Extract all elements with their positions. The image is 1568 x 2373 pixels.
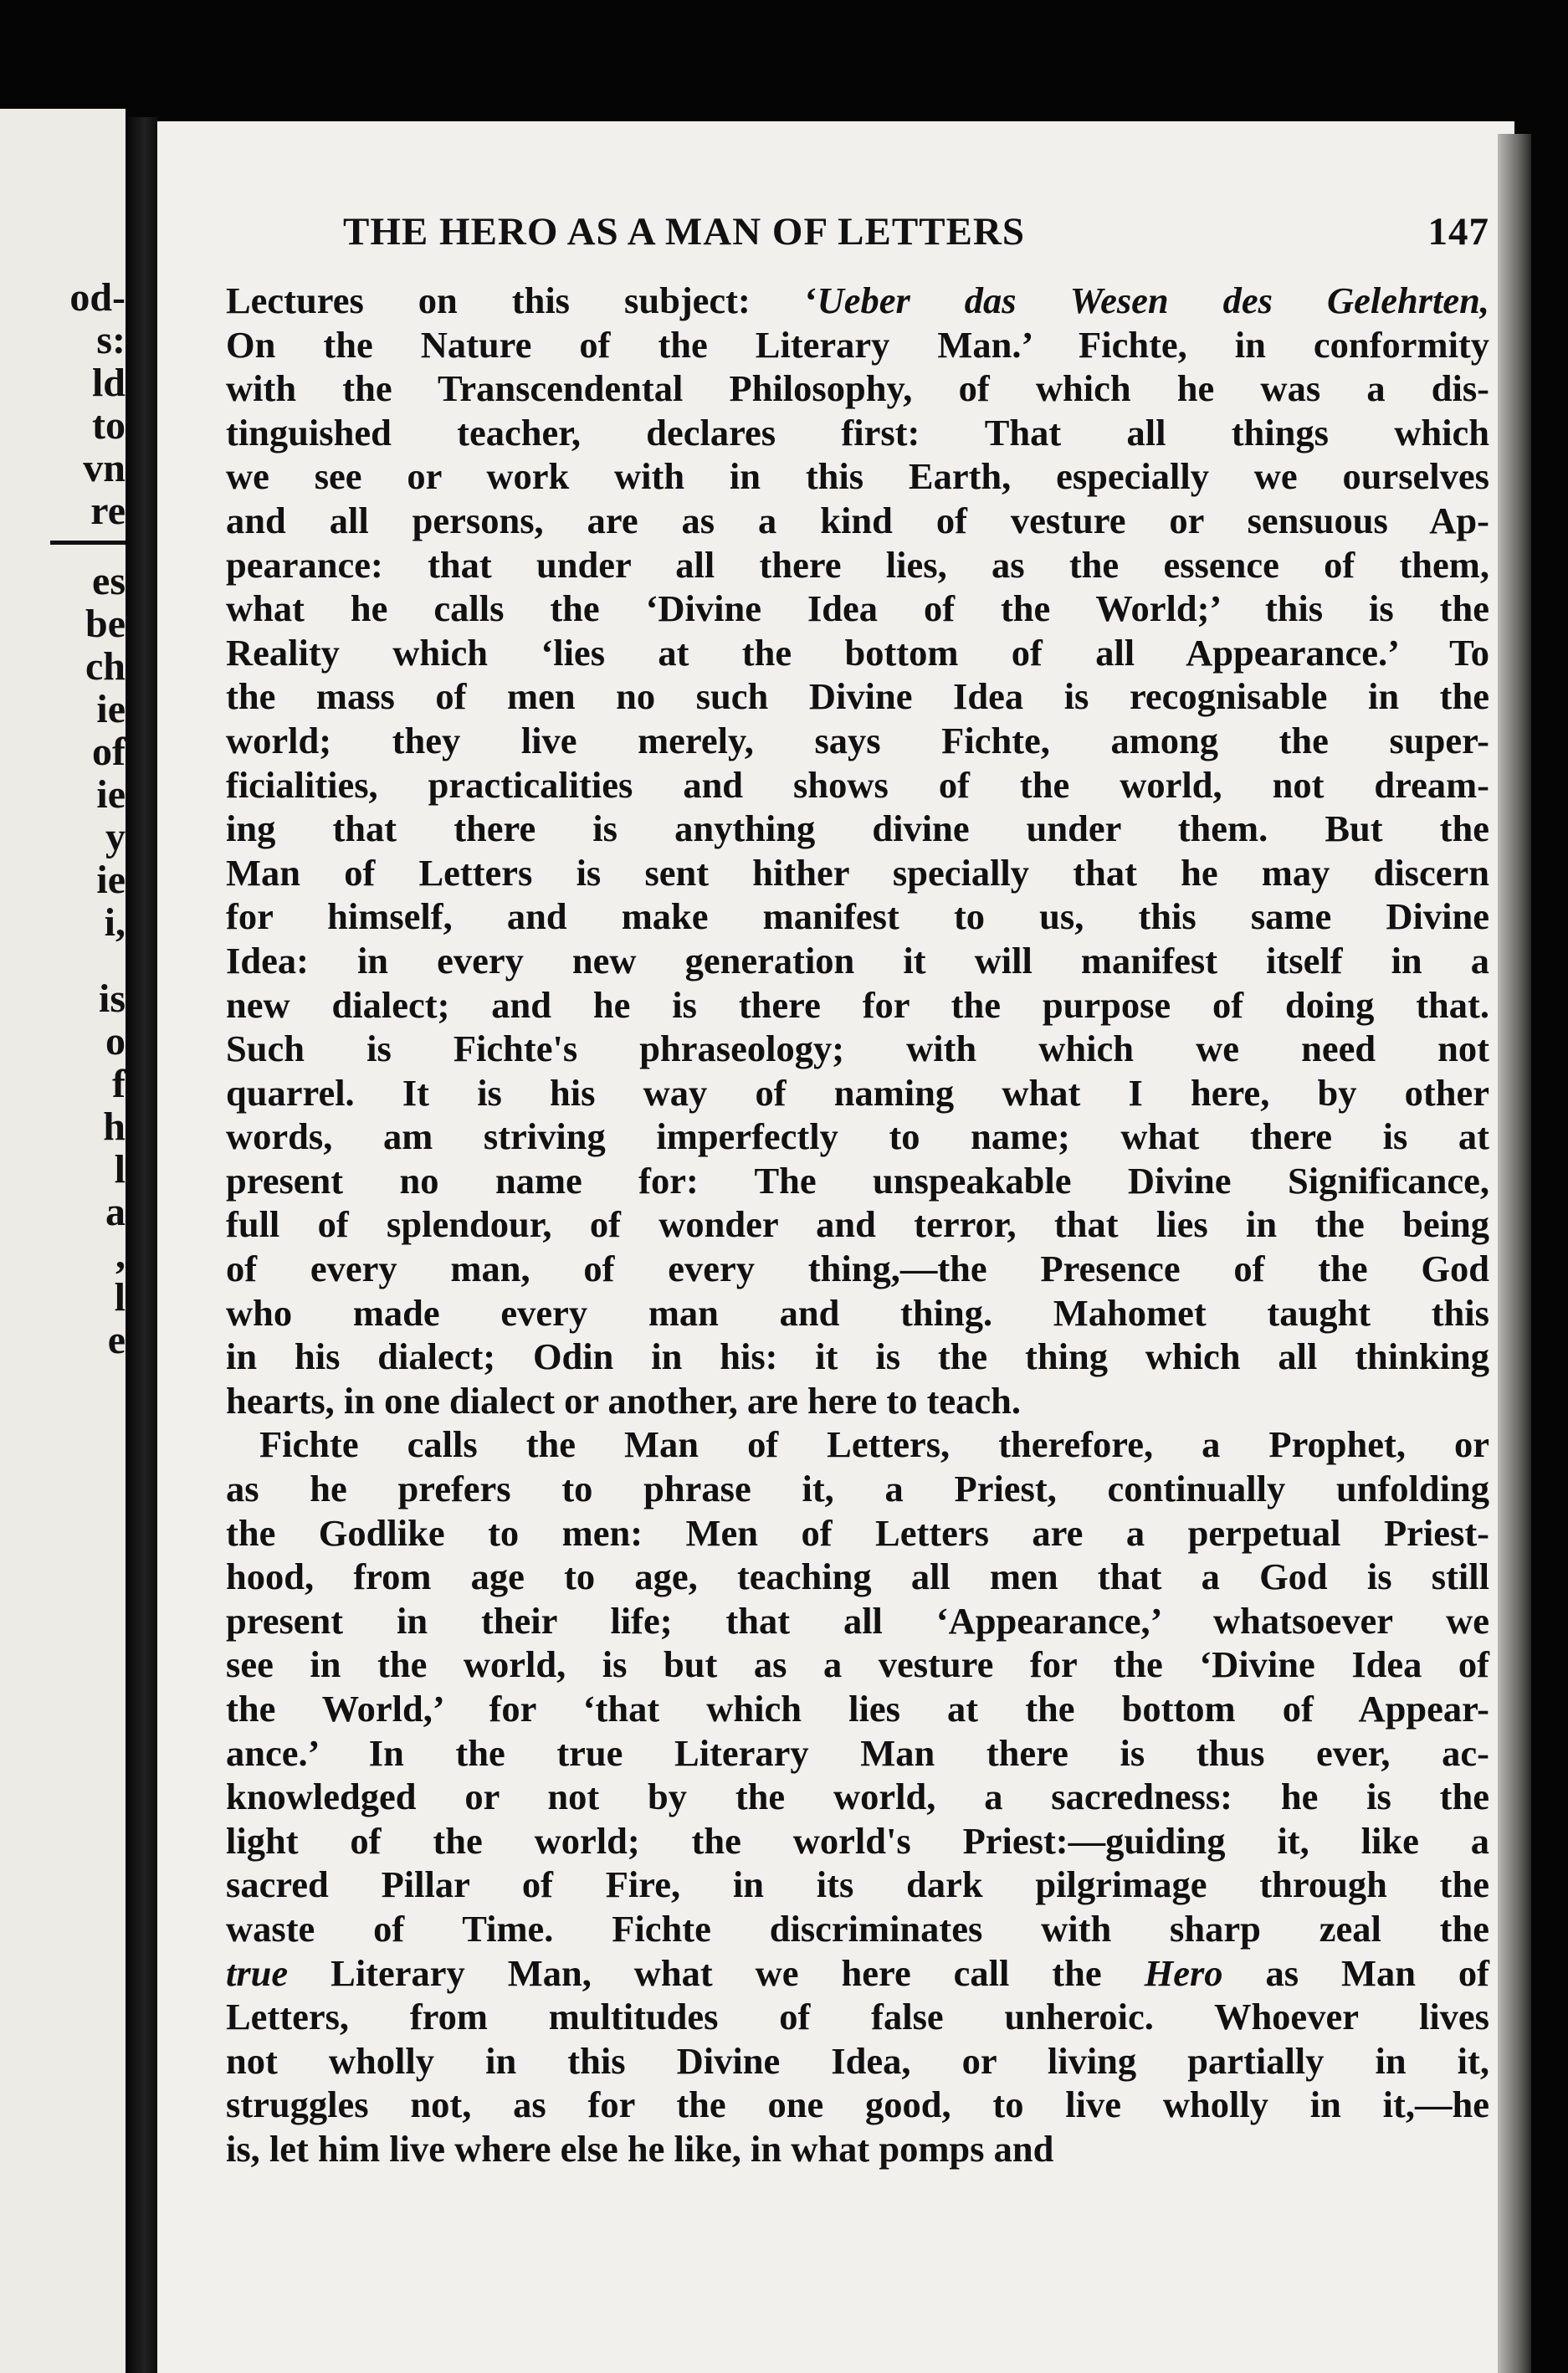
text-line: tinguished teacher, declares first: That all things which (226, 411, 1489, 454)
left-page-fragment: y (105, 815, 126, 859)
italic-text: Ueber das Wesen des Gelehrten, (817, 279, 1490, 321)
text-line: the Godlike to men: Men of Letters are a perpetual Priest- (226, 1511, 1489, 1554)
text-line: waste of Time. Fichte discriminates with sharp zeal the (226, 1907, 1489, 1950)
text-line: Man of Letters is sent hither specially that he may discern (226, 851, 1489, 894)
text-line: what he calls the ‘Divine Idea of the World;’ this is the (226, 587, 1489, 630)
text-line: we see or work with in this Earth, especially we ourselves (226, 455, 1489, 498)
left-page-fragment: ld (91, 361, 126, 405)
text-line: is, let him live where else he like, in what pomps and (226, 2127, 1054, 2170)
text-line: present no name for: The unspeakable Divine Significance, (226, 1159, 1489, 1202)
left-page-fragment: od- (69, 275, 126, 320)
left-page-fragment: be (85, 602, 126, 646)
left-page-fragment: ch (85, 644, 126, 689)
text-line: who made every man and thing. Mahomet taught this (226, 1291, 1489, 1334)
right-page (157, 121, 1514, 2373)
left-page-fragment: l (114, 1275, 126, 1320)
text-line: Letters, from multitudes of false unheroic. Whoever lives (226, 1996, 1489, 2038)
text-line: struggles not, as for the one good, to live wholly in it,—he (226, 2083, 1489, 2126)
book-gutter (126, 117, 157, 2373)
left-page-fragment: i, (104, 900, 126, 945)
left-page-fragment: a (105, 1190, 126, 1234)
italic-text: true (226, 1951, 289, 1994)
text-line: for himself, and make manifest to us, this same Divine (226, 895, 1489, 938)
text-line: On the Nature of the Literary Man.’ Fichte, in conformity (226, 323, 1489, 366)
left-page-fragment: to (92, 403, 126, 448)
left-page-fragment: ie (96, 858, 126, 902)
text-line: the World,’ for ‘that which lies at the bottom of Appear- (226, 1688, 1489, 1730)
paragraph (226, 1422, 1489, 2171)
left-page-fragment: e (107, 1318, 126, 1362)
text-line: Lectures on this subject: ‘Ueber das Wesen des Gelehrten, (226, 279, 1490, 321)
text-line: true Literary Man, what we here call the Hero as Man of (226, 1951, 1489, 1994)
left-page-fragment: vn (83, 446, 126, 490)
text-line: sacred Pillar of Fire, in its dark pilgrimage through the (226, 1863, 1489, 1906)
left-page-fragment: o (105, 1019, 126, 1063)
text-line: hearts, in one dialect or another, are here to teach. (226, 1379, 1022, 1422)
text-line: knowledged or not by the world, a sacredness: he is the (226, 1776, 1489, 1818)
paragraph (226, 279, 1489, 1422)
left-page-fragment: , (115, 1233, 126, 1277)
left-page-fragment: h (103, 1104, 126, 1149)
text-line: not wholly in this Divine Idea, or living partially in it, (226, 2039, 1489, 2082)
page-number: 147 (1427, 210, 1489, 254)
left-page-text-fragments (0, 276, 126, 1361)
left-page-fragment: ie (96, 772, 126, 817)
text-line: new dialect; and he is there for the purpose of doing that. (226, 983, 1489, 1026)
text-line: present in their life; that all ‘Appearance,’ whatsoever we (226, 1599, 1489, 1642)
text-line: ance.’ In the true Literary Man there is thus ever, ac- (226, 1731, 1489, 1774)
left-page-fragment: l (114, 1147, 126, 1192)
text-line: Idea: in every new generation it will manifest itself in a (226, 939, 1489, 981)
running-head-title: THE HERO AS A MAN OF LETTERS (343, 210, 1025, 254)
text-line: see in the world, is but as a vesture for the ‘Divine Idea of (226, 1643, 1489, 1686)
text-line: quarrel. It is his way of naming what I here, by other (226, 1071, 1489, 1114)
text-line: ficialities, practicalities and shows of the world, not dream- (226, 763, 1489, 806)
text-line: Fichte calls the Man of Letters, therefore, a Prophet, or (259, 1423, 1489, 1466)
text-line: light of the world; the world's Priest:—guiding it, like a (226, 1819, 1489, 1862)
text-line: Such is Fichte's phraseology; with which we need not (226, 1028, 1489, 1070)
text-line: hood, from age to age, teaching all men that a God is still (226, 1556, 1489, 1598)
text-line: Reality which ‘lies at the bottom of all Appearance.’ To (226, 631, 1489, 674)
left-page-fragment: es (92, 559, 126, 603)
text-line: as he prefers to phrase it, a Priest, continually unfolding (226, 1468, 1489, 1510)
text-line: pearance: that under all there lies, as the essence of them, (226, 543, 1489, 586)
text-line: of every man, of every thing,—the Presence of the God (226, 1248, 1489, 1290)
left-page-fragment: ie (96, 687, 126, 731)
left-page-fragment: of (92, 730, 126, 774)
body-text (226, 279, 1489, 2171)
text-line: with the Transcendental Philosophy, of which he was a dis- (226, 367, 1489, 410)
text-line: world; they live merely, says Fichte, among the super- (226, 719, 1489, 761)
running-head (343, 209, 1489, 254)
text-line: words, am striving imperfectly to name; what there is at (226, 1115, 1489, 1158)
text-line: full of splendour, of wonder and terror, that lies in the being (226, 1203, 1489, 1246)
text-line: the mass of men no such Divine Idea is recognisable in the (226, 675, 1489, 718)
left-page (0, 109, 126, 2373)
text-line: in his dialect; Odin in his: it is the thing which all thinking (226, 1335, 1489, 1378)
text-line: and all persons, are as a kind of vesture or sensuous Ap- (226, 499, 1489, 541)
italic-text: Hero (1144, 1951, 1223, 1994)
text-line: ing that there is anything divine under them. But the (226, 807, 1489, 850)
left-page-fragment: f (112, 1062, 126, 1106)
left-page-fragment: re (90, 489, 126, 533)
left-page-fragment: s: (96, 318, 126, 362)
page-edge (1498, 134, 1531, 2373)
left-page-fragment: is (98, 976, 126, 1021)
left-page-rule (50, 541, 126, 545)
